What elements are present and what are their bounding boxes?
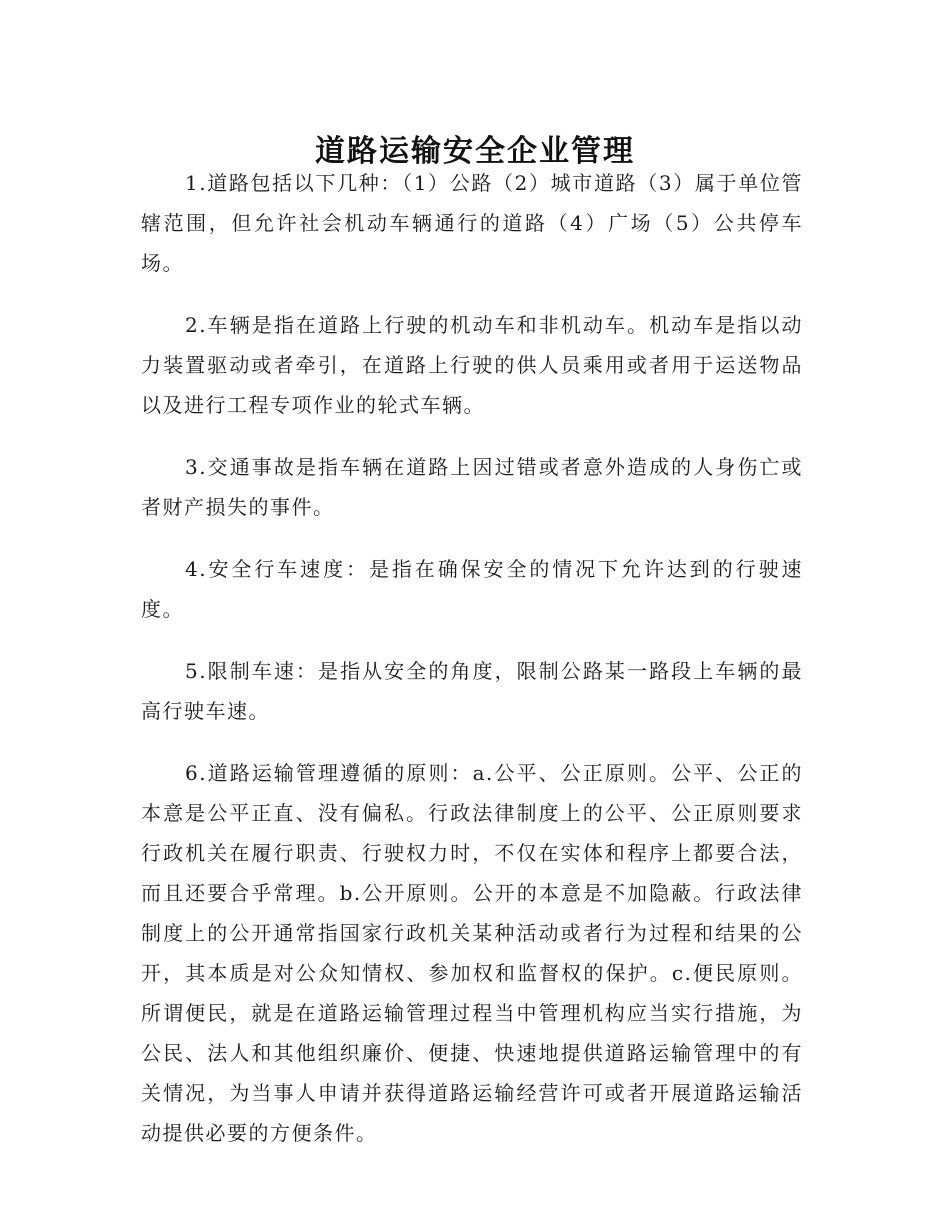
document-body <box>141 163 803 1175</box>
paragraph-3: 3.交通事故是指车辆在道路上因过错或者意外造成的人身伤亡或者财产损失的事件。 <box>141 455 803 519</box>
paragraph-5: 5.限制车速：是指从安全的角度，限制公路某一路段上车辆的最高行驶车速。 <box>141 659 803 723</box>
paragraph-2: 2.车辆是指在道路上行驶的机动车和非机动车。机动车是指以动力装置驱动或者牵引，在道路上行驶的供人员乘用或者用于运送物品以及进行工程专项作业的轮式车辆。 <box>141 313 803 417</box>
paragraph-6: 6.道路运输管理遵循的原则：a.公平、公正原则。公平、公正的本意是公平正直、没有偏私。行政法律制度上的公平、公正原则要求行政机关在履行职责、行驶权力时，不仅在实体和程序上都要合法，而且还要合乎常理。b.公开原则。公开的本意是不加隐蔽。行政法律制度上的公开通常指国家行政机关某种活动或者行为过程和结果的公开，其本质是对公众知情权、参加权和监督权的保护。c.便民原则。所谓便民，就是在道路运输管理过程当中管理机构应当实行措施，为公民、法人和其他组织廉价、便捷、快速地提供道路运输管理中的有关情况，为当事人申请并获得道路运输经营许可或者开展道路运输活动提供必要的方便条件。 <box>141 761 803 1145</box>
paragraph-4: 4.安全行车速度：是指在确保安全的情况下允许达到的行驶速度。 <box>141 557 803 621</box>
paragraph-1: 1.道路包括以下几种：（1）公路（2）城市道路（3）属于单位管辖范围，但允许社会机动车辆通行的道路（4）广场（5）公共停车场。 <box>141 171 803 275</box>
document-title: 道路运输安全企业管理 <box>315 134 635 170</box>
